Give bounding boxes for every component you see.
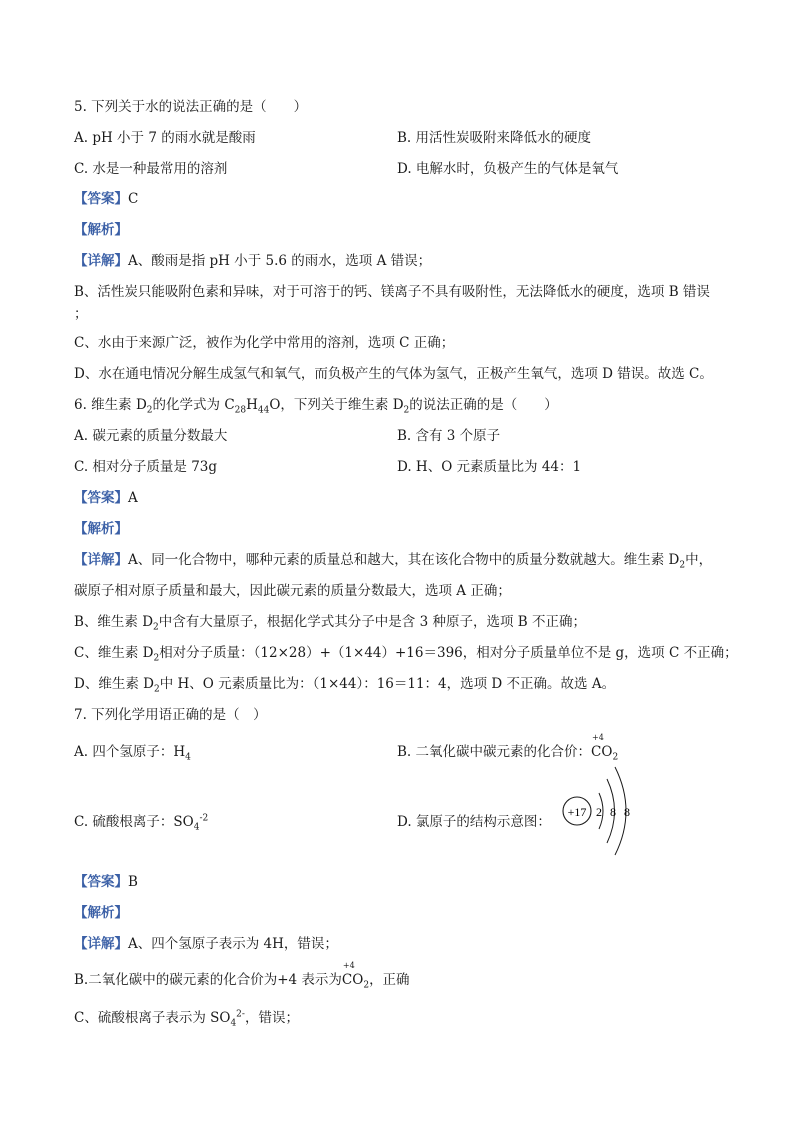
- q6-option-b: B. 含有 3 个原子: [397, 428, 501, 444]
- detail-tag: 【详解】: [74, 552, 128, 568]
- q7-option-b: B. 二氧化碳中碳元素的化合价： +4 $CO_2$: [397, 733, 619, 763]
- q6-option-d: D. H、O 元素质量比为 44：1: [397, 459, 582, 475]
- q5-option-d: D. 电解水时，负极产生的气体是氧气: [397, 161, 619, 177]
- q6-detail-2: 碳原子相对原子质量和最大，因此碳元素的质量分数最大，选项 A 正确；: [74, 583, 511, 599]
- analysis-tag: 【解析】: [74, 905, 128, 921]
- analysis-tag: 【解析】: [74, 222, 128, 238]
- chlorine-atom-diagram: [555, 765, 655, 860]
- shell-3-count: 8: [624, 805, 630, 819]
- shell-2-count: 8: [610, 805, 616, 819]
- q5-detail-3: C、水由于来源广泛，被作为化学中常用的溶剂，选项 C 正确；: [74, 335, 455, 351]
- q5-answer: [74, 187, 138, 207]
- answer-value: A: [128, 490, 138, 506]
- q5-detail-4: D、水在通电情况分解生成氢气和氧气，而负极产生的气体为氢气，正极产生氧气，选项 D 错误。故选 C。: [74, 366, 713, 382]
- q5-detail-2: B、活性炭只能吸附色素和异味，对于可溶于的钙、镁离子不具有吸附性，无法降低水的硬度，选项 B 错误: [74, 284, 710, 300]
- q6-option-a: A. 碳元素的质量分数最大: [74, 428, 228, 444]
- q5-option-c: C. 水是一种最常用的溶剂: [74, 161, 228, 177]
- q7-option-d: D. 氯原子的结构示意图：: [397, 814, 551, 830]
- answer-tag: 【答案】: [74, 874, 128, 890]
- q7-detail-1: 【详解】A、四个氢原子表示为 4H，错误；: [74, 936, 338, 952]
- q7-option-c: C. 硫酸根离子：$SO_4^{-2}$: [74, 813, 209, 833]
- nucleus-charge: +17: [567, 805, 587, 819]
- q7-detail-3: C、硫酸根离子表示为 $SO_4^{2-}$，错误；: [74, 1009, 299, 1029]
- q6-stem: 6. 维生素 $D_2$的化学式为 $C_{28}H_{44}O$，下列关于维生素 $D_2$的说法正确的是（ ）: [74, 397, 558, 416]
- q6-detail-4: C、维生素 $D_2$相对分子质量：（12×28）+（1×44）+16＝396，相对分子质量单位不是 g，选项 C 不正确；: [74, 645, 738, 664]
- answer-value: C: [128, 191, 139, 207]
- answer-value: B: [128, 874, 138, 890]
- q5-stem: 5. 下列关于水的说法正确的是（ ）: [74, 99, 308, 115]
- carbon-valence: +4 C: [341, 961, 355, 988]
- q7-stem: 7. 下列化学用语正确的是（ ）: [74, 707, 267, 723]
- shell-1-count: 2: [596, 805, 602, 819]
- q5-detail-2b: ；: [74, 306, 88, 322]
- q5-analysis-tag: [74, 218, 128, 238]
- q6-detail-5: D、维生素 $D_2$中 H、O 元素质量比为：（1×44）：16＝11：4，选项 D 不正确。故选 A。: [74, 676, 616, 695]
- q5-option-b: B. 用活性炭吸附来降低水的硬度: [397, 130, 592, 146]
- q5-detail-1: [74, 249, 431, 269]
- q6-answer: [74, 486, 138, 506]
- answer-tag: 【答案】: [74, 490, 128, 506]
- q7-analysis-tag: [74, 901, 128, 921]
- q5-option-a: A. pH 小于 7 的雨水就是酸雨: [74, 130, 256, 146]
- detail-text: A、酸雨是指 pH 小于 5.6 的雨水，选项 A 错误；: [128, 253, 432, 269]
- q7-detail-2: B.二氧化碳中的碳元素的化合价为+4 表示为 +4 $CO_2$，正确: [74, 961, 410, 991]
- q6-analysis-tag: [74, 517, 128, 537]
- detail-tag: 【详解】: [74, 253, 128, 269]
- answer-tag: 【答案】: [74, 191, 128, 207]
- detail-tag: 【详解】: [74, 936, 128, 952]
- q7-option-a: A. 四个氢原子：$H_4$: [74, 744, 191, 763]
- q7-answer: [74, 870, 138, 890]
- q6-detail-1: 【详解】A、同一化合物中，哪种元素的质量总和越大，其在该化合物中的质量分数就越大。维生素 $D_2$中，: [74, 552, 713, 571]
- analysis-tag: 【解析】: [74, 521, 128, 537]
- q6-option-c: C. 相对分子质量是 73g: [74, 459, 218, 475]
- q6-detail-3: B、维生素 $D_2$中含有大量原子，根据化学式其分子中是含 3 种原子，选项 B 不正确；: [74, 614, 586, 633]
- carbon-valence: +4 C: [591, 733, 604, 760]
